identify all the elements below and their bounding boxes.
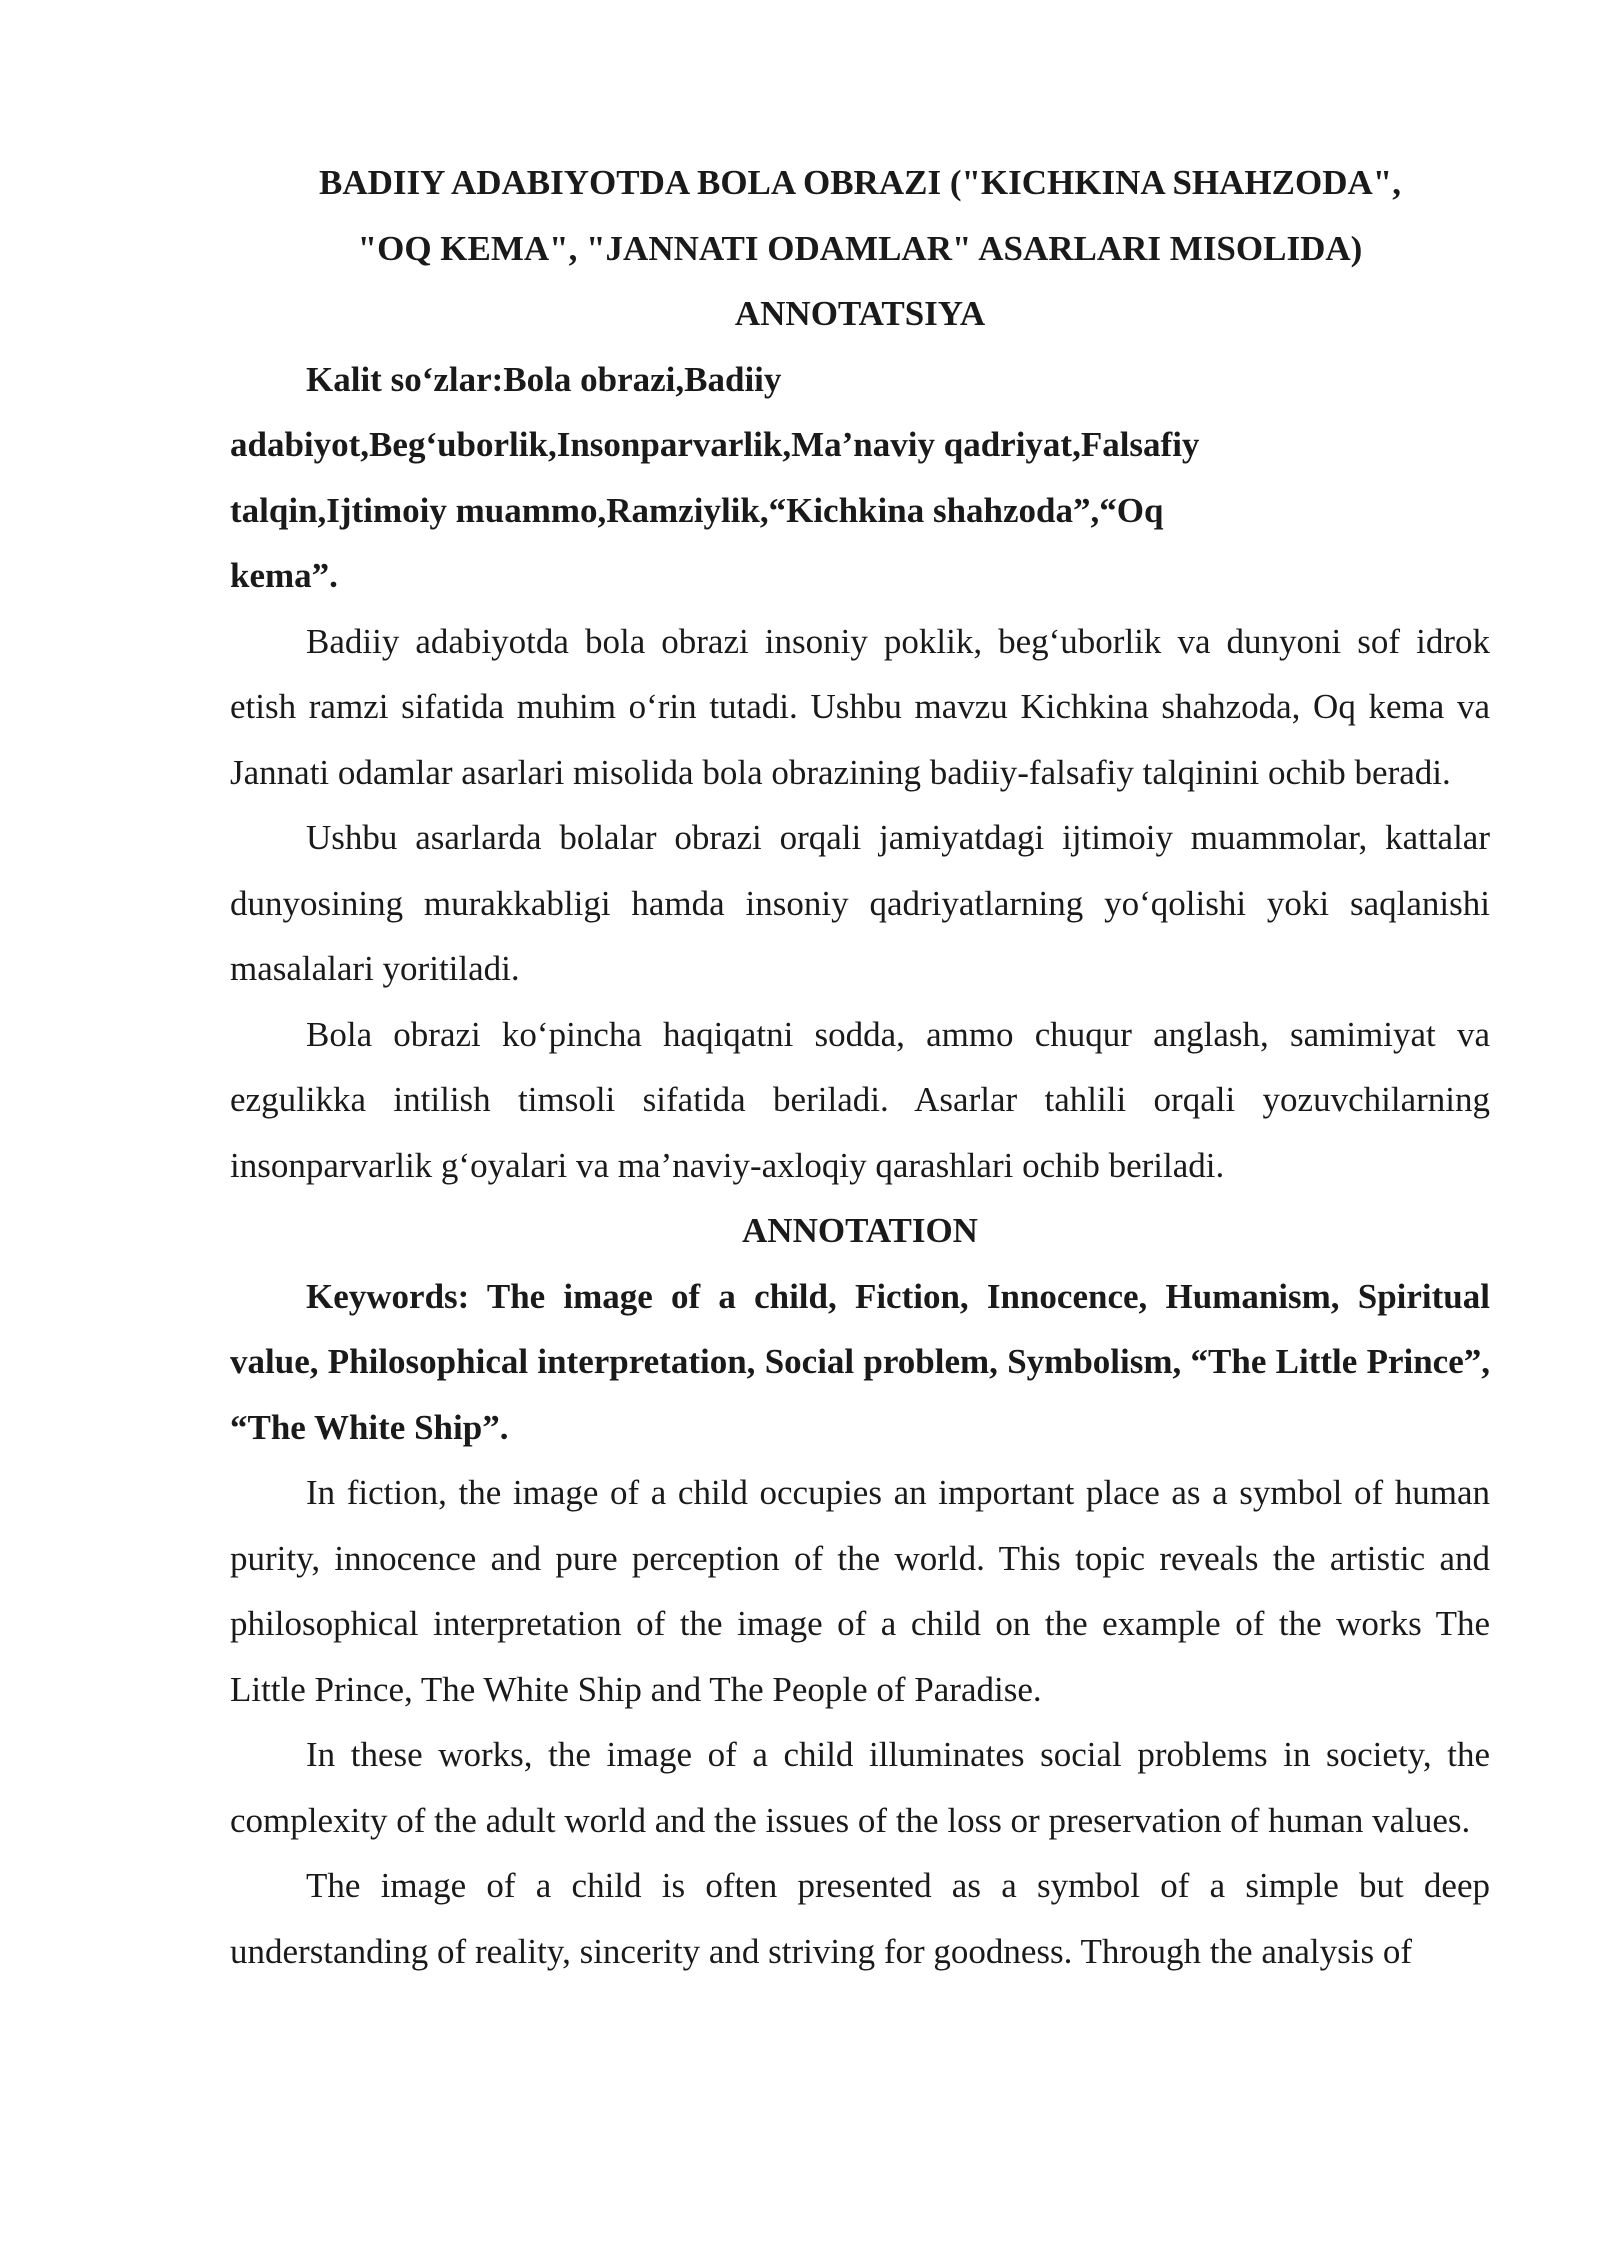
title-line-2: "OQ KEMA", "JANNATI ODAMLAR" ASARLARI MISOLIDA) bbox=[357, 228, 1363, 268]
title-line-1: BADIIY ADABIYOTDA BOLA OBRAZI ("KICHKINA SHAHZODA", bbox=[319, 163, 1401, 202]
en-paragraph-3: The image of a child is often presented as a symbol of a simple but deep understanding of reality, sincerity and striving for goodness. Through the analysis of bbox=[230, 1866, 1490, 1971]
en-keywords: Keywords: The image of a child, Fiction, Innocence, Humanism, Spiritual value, Philosophical interpretation, Social problem, Symbolism, “The Little Prince”, “The White Ship”. bbox=[230, 1276, 1490, 1447]
document-title bbox=[230, 150, 1490, 281]
annotatsiya-heading: ANNOTATSIYA bbox=[734, 294, 986, 333]
uz-paragraph-3: Bola obrazi ko‘pincha haqiqatni sodda, ammo chuqur anglash, samimiyat va ezgulikka intilish timsoli sifatida beriladi. Asarlar tahlili orqali yozuvchilarning insonparvarlik g‘oyalari va ma’naviy-axloqiy qarashlari ochib beriladi. bbox=[230, 1014, 1490, 1185]
en-paragraph-2: In these works, the image of a child illuminates social problems in society, the complexity of the adult world and the issues of the loss or preservation of human values. bbox=[230, 1735, 1490, 1840]
en-paragraph-1: In fiction, the image of a child occupies an important place as a symbol of human purity, innocence and pure perception of the world. This topic reveals the artistic and philosophical interpretation of the image of a child on the example of the works The Little Prince, The White Ship and The People of Paradise. bbox=[230, 1473, 1490, 1709]
uz-paragraph-2: Ushbu asarlarda bolalar obrazi orqali jamiyatdagi ijtimoiy muammolar, kattalar dunyosining murakkabligi hamda insoniy qadriyatlarning yo‘qolishi yoki saqlanishi masalalari yoritiladi. bbox=[230, 818, 1490, 988]
document-body bbox=[230, 150, 1490, 1984]
annotation-heading: ANNOTATION bbox=[742, 1211, 978, 1250]
uz-paragraph-1: Badiiy adabiyotda bola obrazi insoniy poklik, beg‘uborlik va dunyoni sof idrok etish ramzi sifatida muhim o‘rin tutadi. Ushbu mavzu Kichkina shahzoda, Oq kema va Jannati odamlar asarlari misolida bola obrazining badiiy-falsafiy talqinini ochib beradi. bbox=[230, 621, 1490, 792]
uz-keywords: Kalit so‘zlar:Bola obrazi,Badiiy adabiyot,Beg‘uborlik,Insonparvarlik,Ma’naviy qadriyat,Falsafiy talqin,Ijtimoiy muammo,Ramziylik,“Kichkina shahzoda”,“Oq kema”. bbox=[230, 359, 1200, 595]
